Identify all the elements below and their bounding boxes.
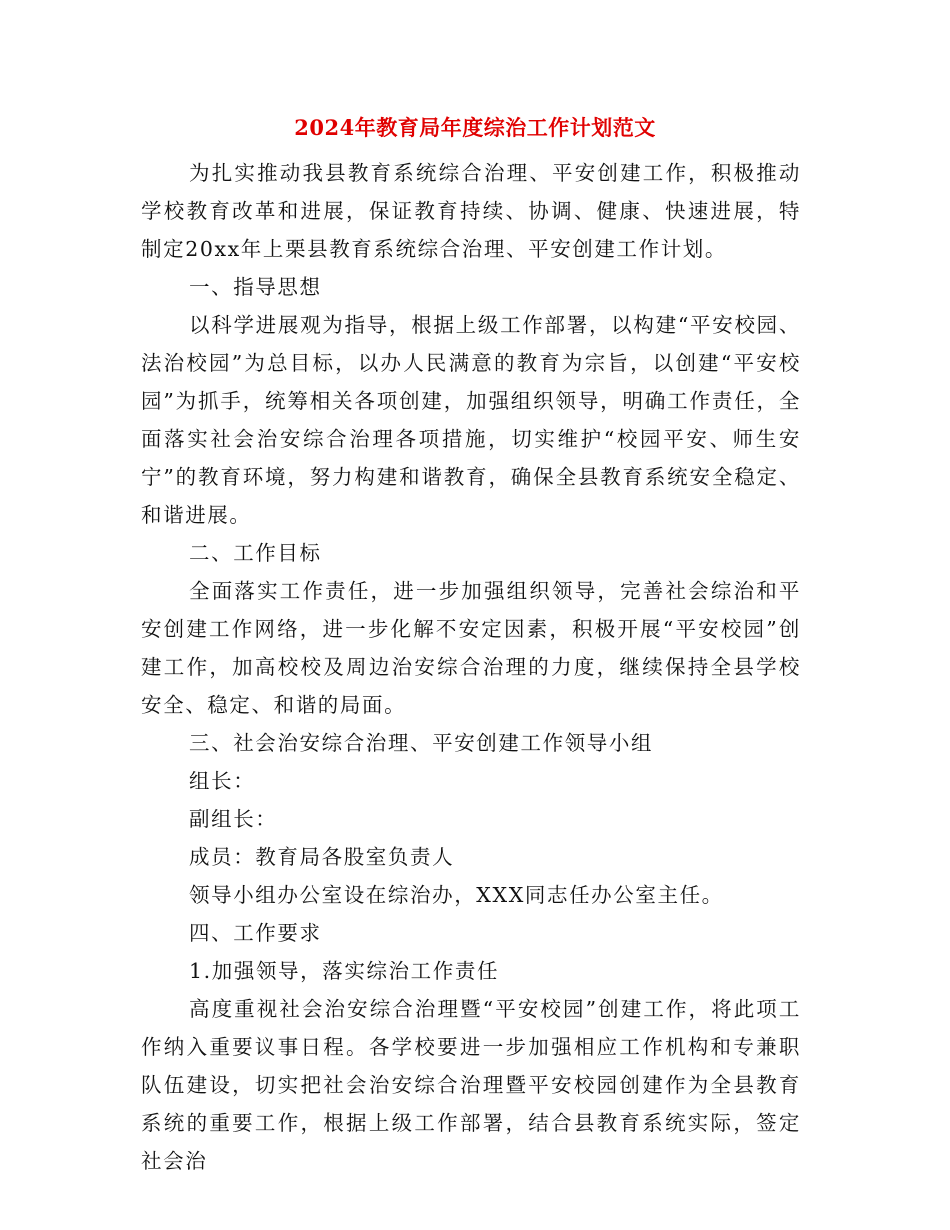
heading-leading-group: 三、社会治安综合治理、平安创建工作领导小组 [189, 731, 654, 755]
paragraph-strengthen-leadership: 高度重视社会治安综合治理暨“平安校园”创建工作，将此项工作纳入重要议事日程。各学校要进一步加强相应工作机构和专兼职队伍建设，切实把社会治安综合治理暨平安校园创建作为全县教育系统的重要工作，根据上级工作部署，结合县教育系统实际，签定社会治 [141, 997, 801, 1173]
paragraph-work-goals: 全面落实工作责任，进一步加强组织领导，完善社会综治和平安创建工作网络，进一步化解不安定因素，积极开展“平安校园”创建工作，加高校校及周边治安综合治理的力度，继续保持全县学校安全、稳定、和谐的局面。 [141, 579, 801, 717]
line-office: 领导小组办公室设在综治办，XXX同志任办公室主任。 [189, 883, 724, 907]
document-title: 2024年教育局年度综治工作计划范文 [294, 115, 656, 140]
document-body [141, 154, 801, 1180]
paragraph-intro: 为扎实推动我县教育系统综合治理、平安创建工作，积极推动学校教育改革和进展，保证教育持续、协调、健康、快速进展，特制定20xx年上栗县教育系统综合治理、平安创建工作计划。 [141, 161, 801, 261]
heading-work-goals: 二、工作目标 [189, 541, 322, 565]
line-members: 成员：教育局各股室负责人 [189, 845, 455, 869]
line-group-leader: 组长： [189, 769, 256, 793]
subheading-strengthen-leadership: 1.加强领导，落实综治工作责任 [189, 959, 500, 983]
paragraph-guiding-ideology: 以科学进展观为指导，根据上级工作部署，以构建“平安校园、法治校园”为总目标，以办人民满意的教育为宗旨，以创建“平安校园”为抓手，统筹相关各项创建，加强组织领导，明确工作责任，全面落实社会治安综合治理各项措施，切实维护“校园平安、师生安宁”的教育环境，努力构建和谐教育，确保全县教育系统安全稳定、和谐进展。 [141, 313, 801, 527]
line-deputy-leader: 副组长： [189, 807, 278, 831]
heading-guiding-ideology: 一、指导思想 [189, 275, 322, 299]
heading-work-requirements: 四、工作要求 [189, 921, 322, 945]
